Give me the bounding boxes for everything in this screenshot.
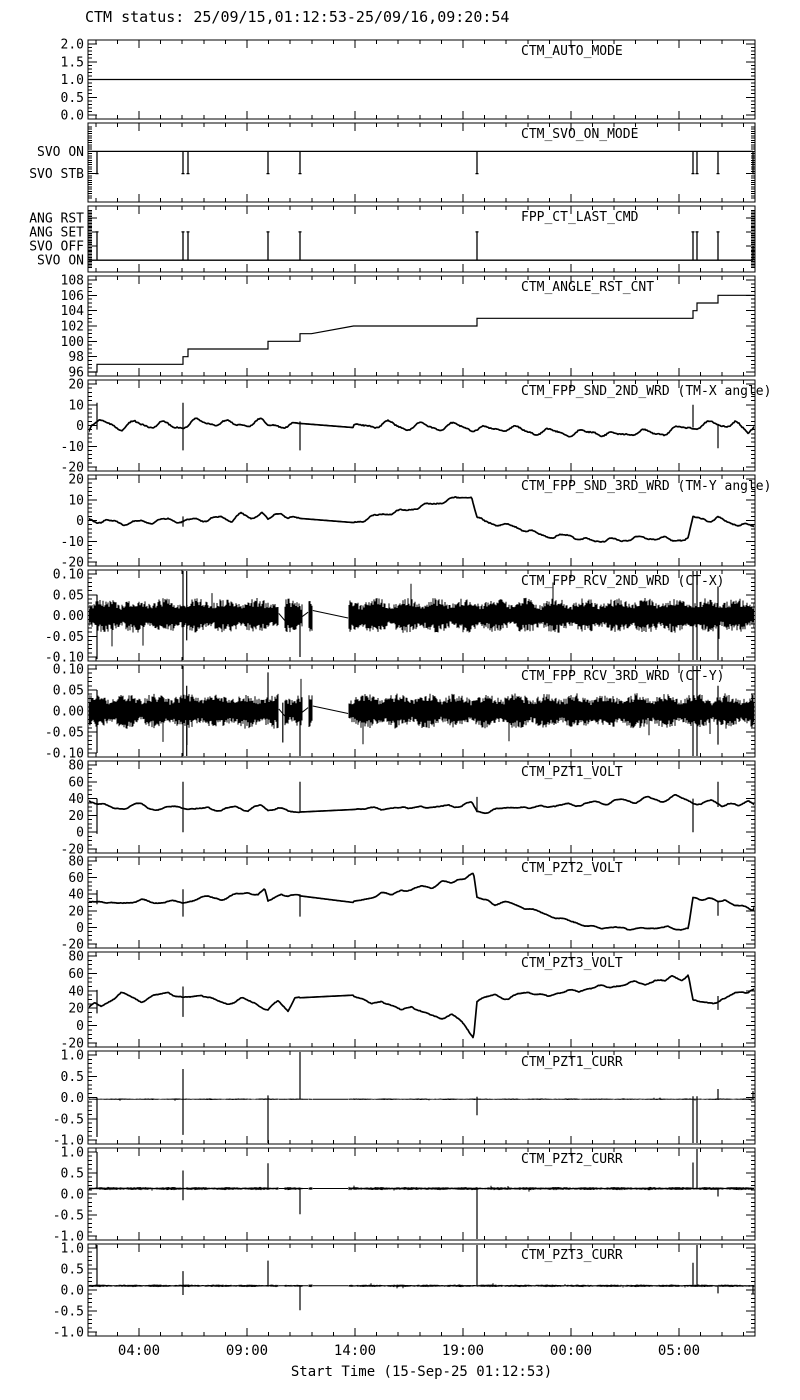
event-spikes <box>97 1240 753 1311</box>
chart-title: CTM status: 25/09/15,01:12:53-25/09/16,09:20:54 <box>85 8 510 26</box>
panel-CTM_FPP_RCV_2ND_WRD (CT-X) <box>45 566 755 666</box>
y-tick-label: -0.05 <box>44 725 84 741</box>
series-group <box>88 295 755 372</box>
y-tick-label: 0 <box>76 825 84 841</box>
y-tick-label: -20 <box>60 555 84 571</box>
series-trace <box>88 418 755 437</box>
series-noise-band <box>88 1283 755 1288</box>
y-tick-label: 96 <box>68 365 84 381</box>
panel-CTM_PZT2_CURR <box>53 1144 755 1245</box>
y-tick-label: 0 <box>76 1019 84 1035</box>
series-group <box>88 403 755 451</box>
panel-CTM_FPP_SND_2ND_WRD (TM-X angle) <box>61 378 772 476</box>
y-tick-label: SVO STB <box>29 167 84 183</box>
y-tick-label: -20 <box>60 842 84 858</box>
series-trace <box>88 975 755 1037</box>
series-group <box>88 1240 755 1311</box>
y-tick-label: 0.05 <box>52 588 84 604</box>
y-tick-label: 60 <box>68 775 84 791</box>
event-spikes <box>97 403 718 451</box>
panel-title: CTM_FPP_SND_3RD_WRD (TM-Y angle) <box>521 479 772 494</box>
y-tick-label: 0.0 <box>60 108 84 124</box>
panel-frame <box>88 952 755 1047</box>
y-tick-label: 0.5 <box>60 90 84 106</box>
series-group <box>88 151 755 173</box>
panel-FPP_CT_LAST_CMD <box>29 206 755 272</box>
y-tick-label: 98 <box>68 350 84 366</box>
y-tick-label: -20 <box>60 1036 84 1052</box>
y-tick-label: 0.0 <box>60 1187 84 1203</box>
axis-ticks <box>88 1244 755 1336</box>
panel-title: CTM_PZT2_VOLT <box>521 861 623 876</box>
y-tick-label: 0.00 <box>52 704 84 720</box>
y-tick-label: 1.5 <box>60 55 84 71</box>
panel-title: CTM_PZT1_CURR <box>521 1055 623 1070</box>
y-tick-label: 104 <box>60 304 84 320</box>
panel-frame <box>88 1148 755 1240</box>
y-tick-label: 80 <box>68 758 84 774</box>
y-tick-label: -20 <box>60 937 84 953</box>
series-group <box>88 782 755 834</box>
series-group <box>88 1144 755 1245</box>
series-noise-band <box>88 583 755 647</box>
y-tick-label: 20 <box>68 377 84 393</box>
series-group <box>88 497 755 542</box>
y-tick-label: 0.05 <box>52 683 84 699</box>
y-tick-label: -10 <box>60 439 84 455</box>
series-trace <box>88 295 755 372</box>
y-tick-label: 0.00 <box>52 609 84 624</box>
event-spikes <box>97 987 718 1017</box>
y-tick-label: 0.0 <box>60 1091 84 1106</box>
y-tick-label: 20 <box>68 808 84 824</box>
panel-CTM_ANGLE_RST_CNT <box>61 274 755 381</box>
panel-CTM_PZT3_CURR <box>53 1240 755 1341</box>
y-tick-label: 40 <box>68 792 84 808</box>
series-noise-band <box>88 1186 755 1192</box>
y-tick-label: 0 <box>76 514 84 529</box>
x-tick-label: 00:00 <box>549 1343 593 1359</box>
event-spikes <box>97 1047 753 1149</box>
panel-title: CTM_SVO_ON_MODE <box>521 127 639 142</box>
y-tick-label: -1.0 <box>52 1229 84 1245</box>
y-tick-label: 0.5 <box>60 1166 84 1182</box>
panel-frame <box>88 1051 755 1144</box>
y-tick-label: -0.5 <box>52 1112 84 1128</box>
x-tick-label: 19:00 <box>441 1343 485 1359</box>
y-tick-label: 1.0 <box>60 1145 84 1161</box>
series-group <box>88 1047 755 1149</box>
panel-frame <box>88 1244 755 1336</box>
y-tick-label: SVO ON <box>37 253 84 269</box>
y-tick-label: -10 <box>60 534 84 550</box>
panel-CTM_PZT2_VOLT <box>61 855 755 953</box>
y-tick-label: 0.0 <box>60 1283 84 1299</box>
series-noise-band <box>88 1098 755 1101</box>
series-trace <box>88 151 755 173</box>
panel-title: CTM_PZT2_CURR <box>521 1152 623 1167</box>
y-tick-label: 20 <box>68 1001 84 1017</box>
y-tick-label: 0.10 <box>52 567 84 583</box>
panel-CTM_PZT1_CURR <box>53 1047 755 1149</box>
y-tick-label: 10 <box>68 493 84 509</box>
series-noise-band <box>88 679 755 745</box>
series-group <box>88 232 755 260</box>
series-trace <box>88 232 755 260</box>
y-tick-label: 60 <box>68 966 84 982</box>
y-tick-label: SVO ON <box>37 144 84 160</box>
y-tick-label: 20 <box>68 904 84 920</box>
panel-CTM_PZT1_VOLT <box>61 759 755 858</box>
y-tick-label: -0.10 <box>44 650 84 666</box>
y-tick-label: 102 <box>60 319 84 335</box>
y-tick-label: 2.0 <box>60 37 84 53</box>
y-tick-label: ANG RST <box>29 211 84 227</box>
x-tick-label: 05:00 <box>657 1343 701 1359</box>
y-tick-label: 1.0 <box>60 1241 84 1257</box>
series-group <box>88 975 755 1037</box>
y-tick-label: SVO OFF <box>29 239 84 255</box>
panel-title: CTM_ANGLE_RST_CNT <box>521 280 655 295</box>
panel-title: FPP_CT_LAST_CMD <box>521 210 639 225</box>
y-tick-label: -1.0 <box>52 1133 84 1149</box>
x-tick-label: 04:00 <box>117 1343 161 1359</box>
y-tick-label: 108 <box>60 273 84 289</box>
panel-title: CTM_AUTO_MODE <box>521 44 623 59</box>
axis-ticks <box>88 952 755 1047</box>
series-trace <box>88 795 755 814</box>
y-tick-label: 0 <box>76 419 84 434</box>
panel-CTM_FPP_SND_3RD_WRD (TM-Y angle) <box>61 473 772 571</box>
y-tick-label: 40 <box>68 887 84 903</box>
panel-title: CTM_FPP_SND_2ND_WRD (TM-X angle) <box>521 384 772 399</box>
y-tick-label: 20 <box>68 472 84 488</box>
y-tick-label: -20 <box>60 460 84 476</box>
y-tick-label: 1.0 <box>60 1048 84 1064</box>
y-tick-label: 10 <box>68 398 84 414</box>
panel-title: CTM_FPP_RCV_2ND_WRD (CT-X) <box>521 574 725 589</box>
axis-ticks <box>88 1148 755 1240</box>
panel-CTM_FPP_RCV_3RD_WRD (CT-Y) <box>45 661 755 762</box>
y-tick-label: 0.5 <box>60 1069 84 1085</box>
panel-CTM_SVO_ON_MODE <box>29 123 755 202</box>
x-tick-label: 14:00 <box>333 1343 377 1359</box>
x-axis-labels <box>118 1343 700 1380</box>
event-spikes <box>97 1144 718 1245</box>
y-tick-label: 60 <box>68 871 84 887</box>
y-tick-label: 0 <box>76 920 84 936</box>
y-tick-label: 1.0 <box>60 73 84 88</box>
x-axis-title: Start Time (15-Sep-25 01:12:53) <box>290 1364 553 1380</box>
y-tick-label: 80 <box>68 854 84 870</box>
y-tick-label: -0.5 <box>52 1304 84 1320</box>
y-tick-label: 106 <box>60 288 84 304</box>
panel-title: CTM_PZT3_CURR <box>521 1248 623 1263</box>
axis-ticks <box>88 1051 755 1144</box>
panel-title: CTM_PZT3_VOLT <box>521 956 623 971</box>
series-trace <box>88 874 755 931</box>
series-trace <box>88 497 755 542</box>
series-group <box>88 874 755 931</box>
y-tick-label: -0.05 <box>44 629 84 645</box>
y-tick-label: -1.0 <box>52 1325 84 1341</box>
panel-CTM_AUTO_MODE <box>61 38 755 124</box>
y-tick-label: 0.10 <box>52 662 84 678</box>
x-tick-label: 09:00 <box>225 1343 269 1359</box>
y-tick-label: 80 <box>68 949 84 965</box>
panel-title: CTM_FPP_RCV_3RD_WRD (CT-Y) <box>521 669 725 684</box>
y-tick-label: -0.10 <box>44 746 84 762</box>
y-tick-label: 40 <box>68 984 84 1000</box>
y-tick-label: ANG SET <box>29 225 84 241</box>
event-spikes <box>97 889 718 916</box>
y-tick-label: -0.5 <box>52 1208 84 1224</box>
y-tick-label: 100 <box>60 334 84 350</box>
panel-CTM_PZT3_VOLT <box>61 950 755 1052</box>
y-tick-label: 0.5 <box>60 1262 84 1278</box>
panel-title: CTM_PZT1_VOLT <box>521 765 623 780</box>
